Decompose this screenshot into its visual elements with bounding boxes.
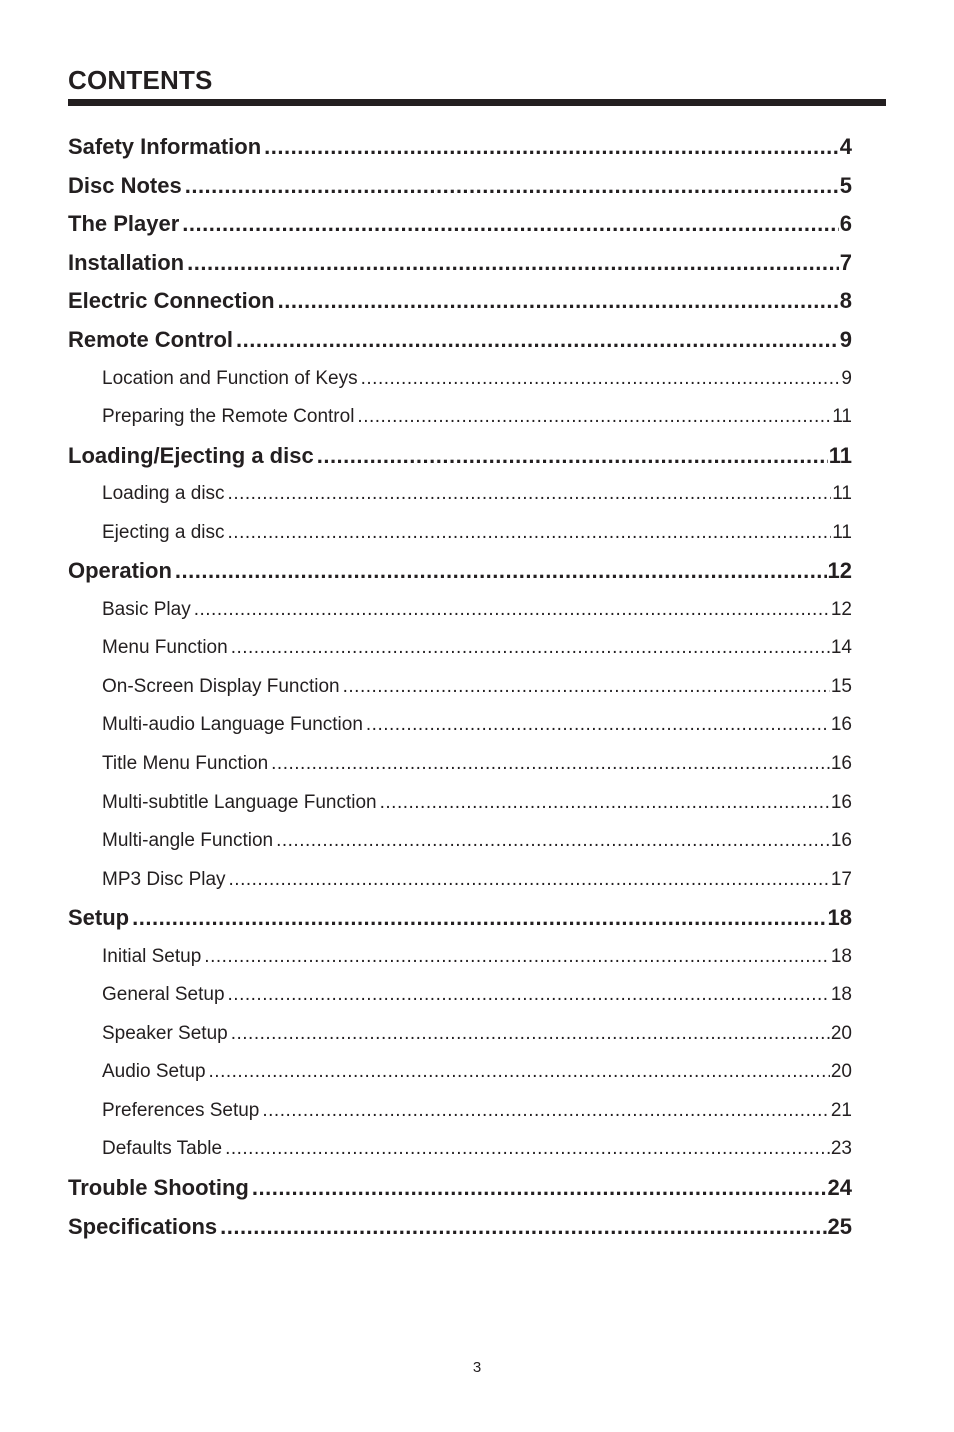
toc-section[interactable] bbox=[68, 1207, 852, 1246]
toc-entry-label: Location and Function of Keys bbox=[102, 367, 358, 389]
toc-entry-page: 16 bbox=[830, 791, 852, 813]
dot-leader bbox=[204, 946, 830, 968]
toc-entry-page: 5 bbox=[839, 172, 852, 198]
toc-subsection[interactable] bbox=[68, 398, 852, 437]
toc-section[interactable] bbox=[68, 552, 852, 591]
dot-leader bbox=[343, 676, 830, 698]
toc-entry-label: The Player bbox=[68, 211, 180, 237]
dot-leader bbox=[228, 522, 832, 544]
dot-leader bbox=[185, 173, 839, 199]
dot-leader bbox=[175, 558, 827, 584]
toc-entry-page: 24 bbox=[827, 1175, 852, 1201]
toc-subsection[interactable] bbox=[68, 937, 852, 976]
toc-entry-label: Multi-subtitle Language Function bbox=[102, 791, 377, 813]
toc-entry-label: Title Menu Function bbox=[102, 753, 269, 775]
toc-subsection[interactable] bbox=[68, 1015, 852, 1054]
dot-leader bbox=[229, 869, 830, 891]
page-title: CONTENTS bbox=[68, 65, 213, 95]
toc-entry-page: 18 bbox=[830, 984, 852, 1006]
toc-entry-label: On-Screen Display Function bbox=[102, 675, 340, 697]
toc-section[interactable] bbox=[68, 167, 852, 206]
dot-leader bbox=[187, 250, 839, 276]
toc-entry-page: 15 bbox=[830, 675, 852, 697]
dot-leader bbox=[262, 1100, 829, 1122]
toc-entry-label: Electric Connection bbox=[68, 288, 275, 314]
toc-entry-page: 7 bbox=[839, 249, 852, 275]
toc-section[interactable] bbox=[68, 321, 852, 360]
toc-entry-label: Multi-audio Language Function bbox=[102, 714, 363, 736]
toc-entry-page: 9 bbox=[841, 367, 852, 389]
toc-subsection[interactable] bbox=[68, 783, 852, 822]
toc-section[interactable] bbox=[68, 1169, 852, 1208]
toc-entry-label: Preparing the Remote Control bbox=[102, 406, 355, 428]
toc-entry-page: 16 bbox=[830, 714, 852, 736]
toc-entry-page: 6 bbox=[839, 211, 852, 237]
toc-entry-page: 16 bbox=[830, 830, 852, 852]
toc-entry-page: 20 bbox=[830, 1022, 852, 1044]
toc-entry-label: Loading/Ejecting a disc bbox=[68, 442, 314, 468]
toc-subsection[interactable] bbox=[68, 513, 852, 552]
toc-subsection[interactable] bbox=[68, 475, 852, 514]
dot-leader bbox=[182, 211, 838, 237]
toc-subsection[interactable] bbox=[68, 860, 852, 899]
toc-entry-page: 16 bbox=[830, 753, 852, 775]
toc-section[interactable] bbox=[68, 244, 852, 283]
toc-section[interactable] bbox=[68, 899, 852, 938]
toc-entry-page: 23 bbox=[830, 1138, 852, 1160]
toc-entry-label: Speaker Setup bbox=[102, 1022, 228, 1044]
toc-subsection[interactable] bbox=[68, 359, 852, 398]
toc-subsection[interactable] bbox=[68, 706, 852, 745]
toc-entry-label: Installation bbox=[68, 249, 185, 275]
toc-entry-label: Safety Information bbox=[68, 134, 262, 160]
toc-entry-page: 11 bbox=[832, 483, 852, 505]
toc-section[interactable] bbox=[68, 205, 852, 244]
toc-entry-page: 11 bbox=[832, 521, 852, 543]
toc-subsection[interactable] bbox=[68, 1130, 852, 1169]
toc-entry-page: 8 bbox=[839, 288, 852, 314]
dot-leader bbox=[380, 792, 830, 814]
dot-leader bbox=[220, 1214, 826, 1240]
toc-subsection[interactable] bbox=[68, 745, 852, 784]
toc-entry-label: Basic Play bbox=[102, 598, 191, 620]
dot-leader bbox=[228, 483, 832, 505]
dot-leader bbox=[236, 327, 839, 353]
toc-entry-page: 9 bbox=[839, 327, 852, 352]
dot-leader bbox=[317, 443, 828, 469]
dot-leader bbox=[271, 753, 830, 775]
dot-leader bbox=[276, 830, 830, 852]
dot-leader bbox=[132, 905, 826, 931]
dot-leader bbox=[357, 406, 831, 428]
toc-entry-label: Trouble Shooting bbox=[68, 1175, 249, 1201]
toc-entry-label: Setup bbox=[68, 905, 130, 931]
toc-section[interactable] bbox=[68, 282, 852, 321]
toc-entry-page: 18 bbox=[827, 905, 852, 931]
toc-entry-page: 14 bbox=[830, 637, 852, 659]
toc-entry-page: 11 bbox=[832, 406, 852, 428]
dot-leader bbox=[278, 288, 839, 314]
dot-leader bbox=[366, 714, 830, 736]
toc-entry-page: 25 bbox=[827, 1213, 852, 1239]
toc-subsection[interactable] bbox=[68, 1092, 852, 1131]
page-number: 3 bbox=[472, 1359, 482, 1376]
dot-leader bbox=[209, 1061, 830, 1083]
toc-entry-page: 12 bbox=[830, 598, 852, 620]
toc-entry-label: Menu Function bbox=[102, 637, 228, 659]
toc-entry-label: General Setup bbox=[102, 984, 225, 1006]
toc-subsection[interactable] bbox=[68, 822, 852, 861]
dot-leader bbox=[361, 368, 841, 390]
toc-section[interactable] bbox=[68, 436, 852, 475]
toc-entry-label: Operation bbox=[68, 558, 172, 584]
toc-entry-label: Loading a disc bbox=[102, 483, 225, 505]
toc-entry-page: 18 bbox=[830, 945, 852, 967]
toc-entry-page: 4 bbox=[839, 134, 852, 160]
toc-entry-label: Specifications bbox=[68, 1213, 218, 1239]
toc-entry-page: 17 bbox=[830, 868, 852, 890]
dot-leader bbox=[225, 1138, 830, 1160]
dot-leader bbox=[264, 134, 839, 160]
toc-entry-page: 20 bbox=[830, 1061, 852, 1083]
dot-leader bbox=[228, 984, 830, 1006]
dot-leader bbox=[231, 637, 830, 659]
toc-entry-label: Audio Setup bbox=[102, 1061, 206, 1083]
dot-leader bbox=[252, 1175, 827, 1201]
dot-leader bbox=[194, 599, 830, 621]
toc-subsection[interactable] bbox=[68, 1053, 852, 1092]
dot-leader bbox=[231, 1023, 830, 1045]
toc-entry-label: Multi-angle Function bbox=[102, 830, 274, 852]
table-of-contents bbox=[68, 128, 852, 1246]
toc-subsection[interactable] bbox=[68, 591, 852, 630]
toc-entry-label: Preferences Setup bbox=[102, 1099, 260, 1121]
title-divider bbox=[68, 99, 886, 106]
toc-entry-page: 12 bbox=[827, 558, 852, 584]
toc-entry-page: 21 bbox=[830, 1099, 852, 1121]
toc-entry-label: Defaults Table bbox=[102, 1138, 223, 1160]
toc-subsection[interactable] bbox=[68, 976, 852, 1015]
toc-entry-label: Ejecting a disc bbox=[102, 521, 225, 543]
toc-entry-label: Disc Notes bbox=[68, 172, 182, 198]
toc-section[interactable] bbox=[68, 128, 852, 167]
toc-subsection[interactable] bbox=[68, 629, 852, 668]
toc-entry-label: Initial Setup bbox=[102, 945, 202, 967]
toc-subsection[interactable] bbox=[68, 668, 852, 707]
toc-entry-page: 11 bbox=[828, 442, 852, 468]
toc-entry-label: Remote Control bbox=[68, 327, 233, 352]
toc-entry-label: MP3 Disc Play bbox=[102, 868, 226, 890]
